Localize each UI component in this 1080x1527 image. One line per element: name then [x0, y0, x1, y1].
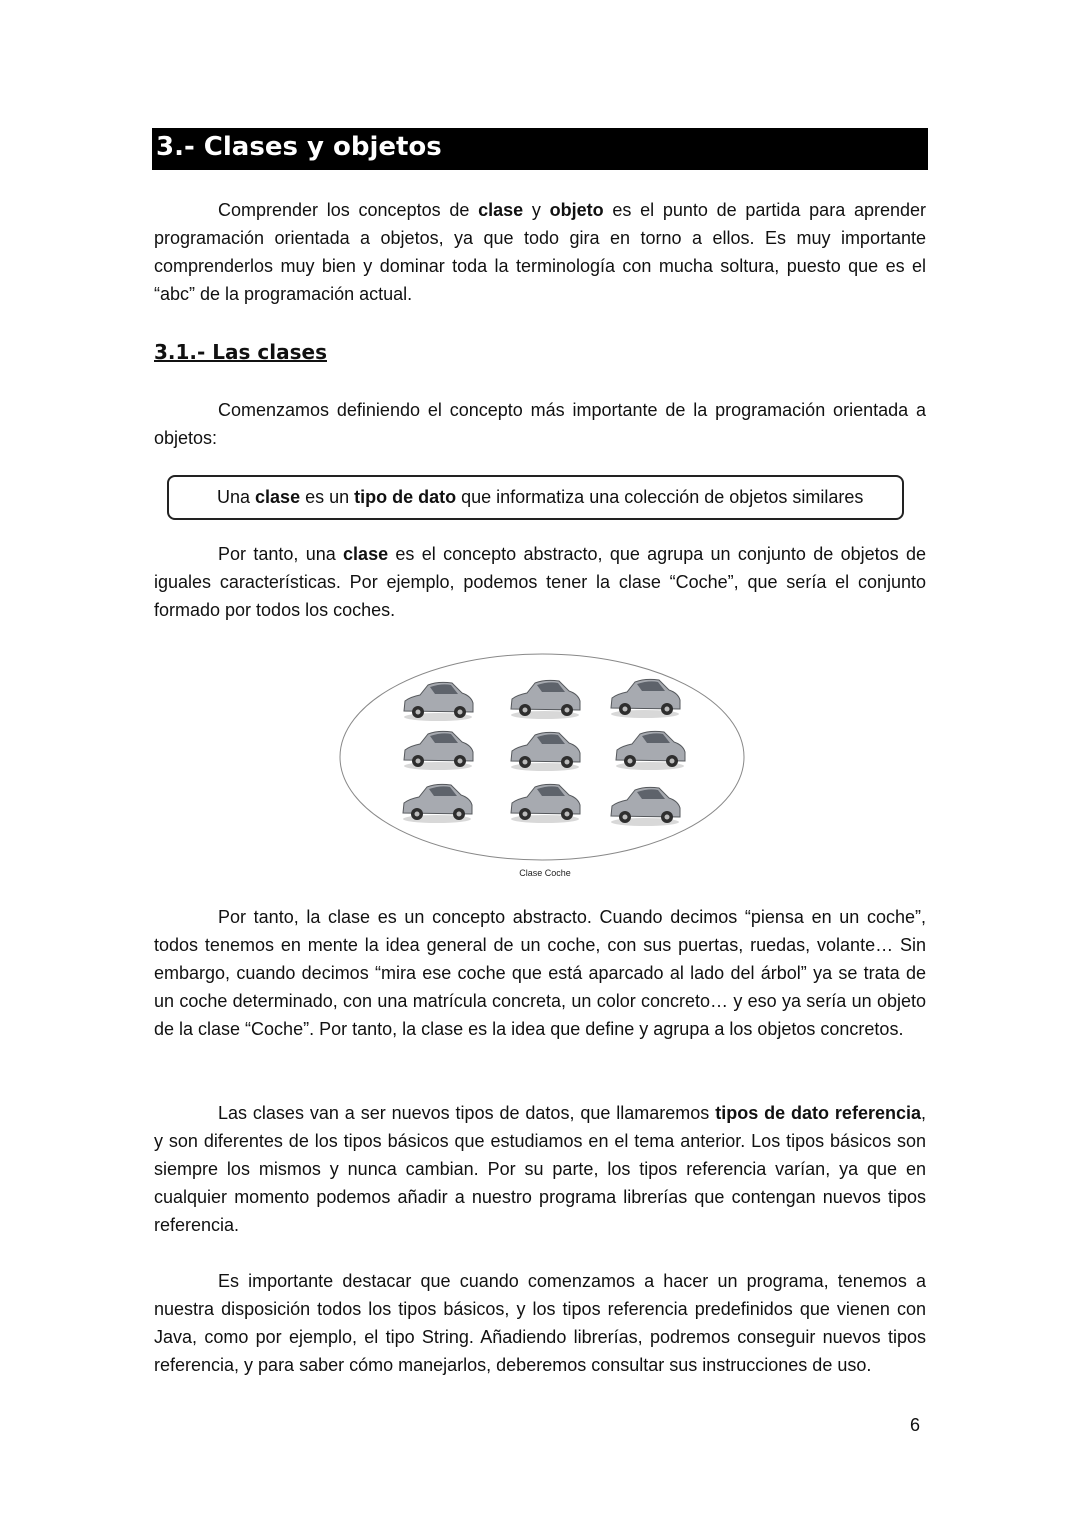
intro-paragraph: Comprender los conceptos de clase y objeto es el punto de partida para aprender programación orientada a objetos, ya que todo gira en torno a ellos. Es muy importante comprenderlos muy bien y dominar toda la terminología con mucha soltura, puesto que es el “abc” de la programación actual.	[154, 200, 926, 304]
page-number: 6	[910, 1415, 921, 1435]
car-icon	[511, 680, 580, 719]
definition-box: Una clase es un tipo de dato que informatiza una colección de objetos similares	[167, 475, 904, 520]
section-title: 3.- Clases y objetos	[156, 132, 442, 162]
car-icon	[511, 732, 580, 771]
class-paragraph: Por tanto, una clase es el concepto abstracto, que agrupa un conjunto de objetos de iguales características. Por ejemplo, podemos tener la clase “Coche”, que sería el conjunto formado por todos los coches.	[154, 544, 926, 620]
car-icon	[404, 682, 473, 721]
abstract-paragraph: Por tanto, la clase es un concepto abstracto. Cuando decimos “piensa en un coche”, todos tenemos en mente la idea general de un coche, con sus puertas, ruedas, volante… Sin embargo, cuando decimos “mira ese coche que está aparcado al lado del árbol” ya se trata de un coche determinado, con una matrícula concreta, un color concreto… y eso ya sería un objeto de la clase “Coche”. Por tanto, la clase es la idea que define y agrupa a los objetos concretos.	[154, 907, 926, 1039]
car-icon	[511, 784, 580, 823]
car-icon	[611, 787, 680, 826]
car-icon	[403, 784, 472, 823]
class-coche-figure	[335, 648, 750, 880]
subsection-title: 3.1.- Las clases	[154, 340, 327, 364]
figure-caption: Clase Coche	[519, 868, 571, 878]
section-title-bar	[152, 128, 928, 170]
define-paragraph: Comenzamos definiendo el concepto más importante de la programación orientada a objetos:	[154, 400, 926, 448]
types-paragraph: Las clases van a ser nuevos tipos de datos, que llamaremos tipos de dato referencia, y son diferentes de los tipos básicos que estudiamos en el tema anterior. Los tipos básicos son siempre los mismos y nunca cambian. Por su parte, los tipos referencia varían, ya que en cualquier momento podemos añadir a nuestro programa librerías que contengan nuevos tipos referencia.	[154, 1103, 927, 1235]
car-icon	[611, 679, 680, 718]
java-paragraph: Es importante destacar que cuando comenzamos a hacer un programa, tenemos a nuestra disposición todos los tipos básicos, y los tipos referencia predefinidos que vienen con Java, como por ejemplo, el tipo String. Añadiendo librerías, podremos conseguir nuevos tipos referencia, y para saber cómo manejarlos, deberemos consultar sus instrucciones de uso.	[154, 1271, 926, 1375]
car-icon	[404, 731, 473, 770]
car-icon	[616, 731, 685, 770]
